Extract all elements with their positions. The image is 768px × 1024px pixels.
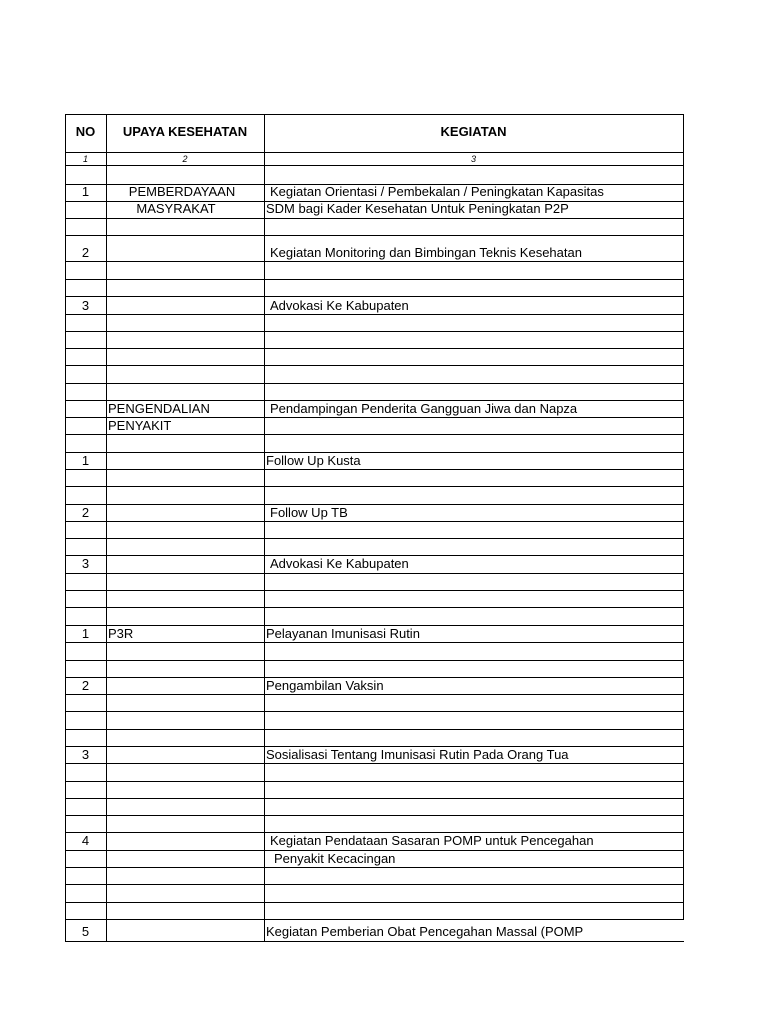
grid-line <box>65 218 684 219</box>
row-kegiatan: Kegiatan Pemberian Obat Pencegahan Massal (POMP <box>266 924 584 939</box>
row-kegiatan: Advokasi Ke Kabupaten <box>270 298 409 313</box>
row-kegiatan: Kegiatan Monitoring dan Bimbingan Teknis Kesehatan <box>270 245 582 260</box>
grid-line <box>65 521 684 522</box>
grid-line <box>65 884 684 885</box>
grid-line <box>65 573 684 574</box>
row-no: 3 <box>81 556 90 571</box>
row-no: 2 <box>81 245 90 260</box>
grid-line <box>683 114 684 919</box>
row-upaya: PENGENDALIAN <box>108 401 210 416</box>
grid-line <box>65 348 684 349</box>
row-kegiatan: Pendampingan Penderita Gangguan Jiwa dan Napza <box>270 401 578 416</box>
row-no: 3 <box>81 298 90 313</box>
column-number: 3 <box>470 154 476 164</box>
row-upaya: P3R <box>108 626 134 641</box>
row-no: 5 <box>81 924 90 939</box>
grid-line <box>65 763 684 764</box>
row-no: 1 <box>81 453 90 468</box>
grid-line <box>65 694 684 695</box>
header-upaya-kesehatan: UPAYA KESEHATAN <box>122 124 248 139</box>
grid-line <box>65 469 684 470</box>
grid-line <box>65 729 684 730</box>
grid-line <box>65 815 684 816</box>
grid-line <box>65 314 684 315</box>
row-kegiatan: Kegiatan Orientasi / Pembekalan / Peningkatan Kapasitas <box>270 184 604 199</box>
row-no: 3 <box>81 747 90 762</box>
grid-line <box>65 781 684 782</box>
grid-line <box>65 452 684 453</box>
column-number: 2 <box>182 154 188 164</box>
row-no: 4 <box>81 833 90 848</box>
grid-line <box>65 434 684 435</box>
grid-line <box>65 279 684 280</box>
row-upaya: MASYRAKAT <box>136 201 216 216</box>
row-kegiatan: Sosialisasi Tentang Imunisasi Rutin Pada Orang Tua <box>266 747 569 762</box>
header-kegiatan: KEGIATAN <box>440 124 507 139</box>
grid-line <box>65 711 684 712</box>
row-kegiatan: SDM bagi Kader Kesehatan Untuk Peningkatan P2P <box>266 201 569 216</box>
grid-line <box>65 504 684 505</box>
grid-line <box>65 383 684 384</box>
grid-line <box>65 165 684 166</box>
grid-line <box>65 114 684 115</box>
row-kegiatan: Pengambilan Vaksin <box>266 678 384 693</box>
header-no: NO <box>75 124 96 139</box>
grid-line <box>65 607 684 608</box>
row-kegiatan: Advokasi Ke Kabupaten <box>270 556 409 571</box>
grid-line <box>65 486 684 487</box>
row-kegiatan: Follow Up TB <box>270 505 348 520</box>
grid-line <box>65 919 684 920</box>
row-no: 1 <box>81 626 90 641</box>
grid-line <box>65 941 684 942</box>
row-kegiatan: Follow Up Kusta <box>266 453 361 468</box>
grid-line <box>65 538 684 539</box>
grid-line <box>65 365 684 366</box>
grid-line <box>65 152 684 153</box>
grid-line <box>65 867 684 868</box>
grid-line <box>65 261 684 262</box>
row-no: 2 <box>81 505 90 520</box>
grid-line <box>65 331 684 332</box>
grid-line <box>65 114 66 941</box>
row-kegiatan: Kegiatan Pendataan Sasaran POMP untuk Pencegahan <box>270 833 594 848</box>
grid-line <box>65 235 684 236</box>
grid-line <box>65 642 684 643</box>
row-upaya: PENYAKIT <box>108 418 172 433</box>
column-number: 1 <box>82 154 88 164</box>
grid-line <box>264 114 265 941</box>
row-kegiatan: Penyakit Kecacingan <box>274 851 396 866</box>
row-kegiatan: Pelayanan Imunisasi Rutin <box>266 626 420 641</box>
grid-line <box>65 660 684 661</box>
row-no: 1 <box>81 184 90 199</box>
row-upaya: PEMBERDAYAAN <box>128 184 236 199</box>
grid-line <box>65 902 684 903</box>
grid-line <box>106 114 107 941</box>
grid-line <box>65 296 684 297</box>
grid-line <box>65 590 684 591</box>
row-no: 2 <box>81 678 90 693</box>
grid-line <box>65 798 684 799</box>
